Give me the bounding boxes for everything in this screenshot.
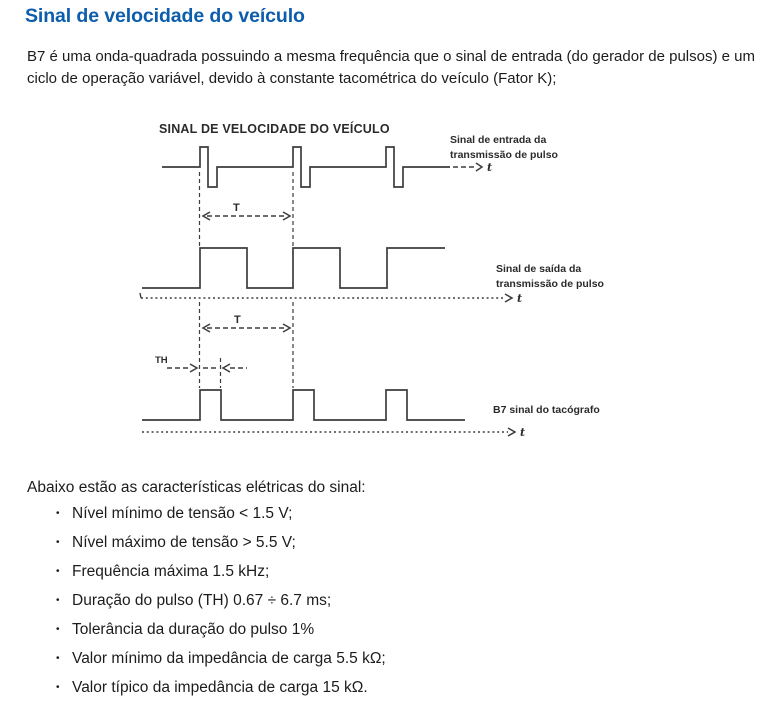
period-label-2: T [234, 314, 241, 326]
characteristics-list [56, 506, 696, 709]
svg-text:transmissão de pulso: transmissão de pulso [496, 278, 604, 290]
time-axis-label-3: t [520, 426, 526, 439]
timing-diagram [0, 110, 777, 460]
bullet-icon: • [56, 653, 60, 664]
svg-text:transmissão de pulso: transmissão de pulso [450, 149, 558, 161]
svg-text:Sinal de saída da: Sinal de saída da [496, 263, 582, 275]
diagram-title: SINAL DE VELOCIDADE DO VEÍCULO [159, 122, 390, 136]
bullet-icon: • [56, 682, 60, 693]
bullet-icon: • [56, 624, 60, 635]
bullet-icon: • [56, 566, 60, 577]
bullet-text: Frequência máxima 1.5 kHz; [72, 563, 270, 580]
pulse-width-measurement [155, 355, 247, 388]
waveform-b7-caption: B7 sinal do tacógrafo [493, 404, 600, 416]
waveform-input-caption [450, 134, 558, 161]
waveform-output-signal [140, 248, 522, 305]
bullet-icon: • [56, 537, 60, 548]
bullet-text: Duração do pulso (TH) 0.67 ÷ 6.7 ms; [72, 592, 332, 609]
time-axis-label-1: t [487, 161, 493, 174]
bullet-icon: • [56, 595, 60, 606]
list-item [56, 564, 696, 580]
period-measurement-upper [200, 172, 294, 246]
period-label-1: T [233, 202, 240, 214]
list-item [56, 593, 696, 609]
list-item [56, 680, 696, 696]
list-item [56, 506, 696, 522]
bullet-text: Tolerância da duração do pulso 1% [72, 621, 315, 638]
list-item [56, 651, 696, 667]
characteristics-intro: Abaixo estão as características elétricas do sinal: [27, 479, 366, 496]
bullet-icon: • [56, 508, 60, 519]
axis-start-tick [140, 293, 141, 298]
svg-text:Sinal de entrada da: Sinal de entrada da [450, 134, 547, 146]
pulse-width-label: TH [155, 355, 168, 366]
waveform-output-caption [496, 263, 604, 290]
bullet-text: Nível máximo de tensão > 5.5 V; [72, 534, 296, 551]
page-title: Sinal de velocidade do veículo [25, 5, 305, 27]
bullet-text: Valor típico da impedância de carga 15 kΩ. [72, 679, 368, 696]
time-axis-arrowhead [508, 428, 515, 436]
list-item [56, 622, 696, 638]
period-measurement-lower [200, 302, 294, 388]
intro-paragraph: B7 é uma onda-quadrada possuindo a mesma frequência que o sinal de entrada (do gerador de pulsos) e um ciclo de operação variável, devido à constante tacométrica do veículo (Fator K); [27, 48, 755, 87]
time-axis-label-2: t [517, 292, 523, 305]
time-axis-arrowhead [476, 163, 482, 171]
bullet-text: Nível mínimo de tensão < 1.5 V; [72, 505, 293, 522]
waveform-b7-signal [142, 390, 525, 439]
list-item [56, 535, 696, 551]
timing-diagram-figure [0, 110, 777, 460]
bullet-text: Valor mínimo da impedância de carga 5.5 kΩ; [72, 650, 386, 667]
time-axis-arrowhead [505, 294, 512, 302]
waveform-input-signal [162, 147, 492, 187]
